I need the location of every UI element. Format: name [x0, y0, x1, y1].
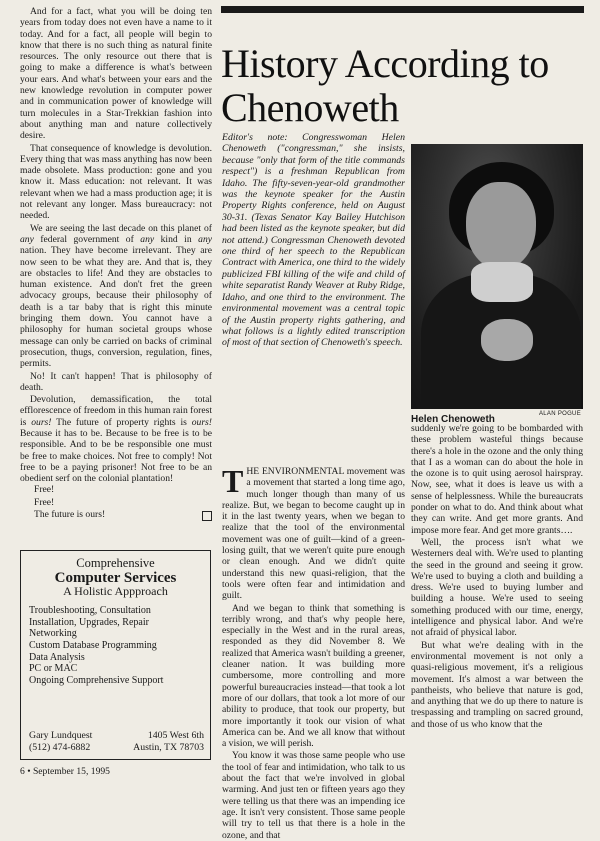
paragraph: We are seeing the last decade on this planet of any federal government of any kind in any nation. They have become irrelevant. They are now seen to be what they are. And that is, they are obstacles to life! And they are obstacles to human existence. And don't fret the green advocacy groups, because their philosophy of death is a tar baby that is right this minute bringing them down. You cannot have a philosophy for human societal groups whose message can only be carried on backs of criminal prosecution, thugs, conversion, regulation, fines, permits. — [20, 222, 212, 370]
editors-note: Editor's note: Congresswoman Helen Chenoweth ("congressman," she insists, because "only that form of the title commands respect") is a freshman Republican from Idaho. The fifty-seven-year-old grandmother was the keynote speaker for the Austin Property Rights conference, held on August 30-31. (Texas Senator Kay Bailey Hutchison had been listed as the keynote speaker, but did not attend.) Congressman Chenoweth devoted one third of her speech to the Republican Contract with America, one third to the widely publicized FBI killing of the wife and child of white separatist Randy Weaver at Ruby Ridge, Idaho, and one third to the environment. The environmental movement was a central topic of the Austin property rights gathering, and what follows is a lightly edited transcription of most of that section of Chenoweth's speech. — [222, 132, 405, 349]
page-folio: 6 • September 15, 1995 — [20, 766, 110, 777]
right-column-text — [411, 423, 583, 730]
ad-service-item: Troubleshooting, Consultation — [29, 605, 151, 617]
photo-hand-shape — [481, 319, 533, 361]
closing-line: Free! — [34, 496, 55, 508]
left-column-text — [20, 6, 212, 521]
photo-credit: ALAN POGUE — [538, 411, 581, 417]
ad-service-item: Data Analysis — [29, 651, 85, 663]
photo-face-shape — [466, 182, 536, 270]
headline-line-1: History According to — [221, 41, 549, 86]
portrait-photo — [411, 144, 583, 409]
paragraph: No! It can't happen! That is philosophy of death. — [20, 370, 212, 393]
end-mark-icon — [202, 511, 212, 521]
middle-column-text — [222, 463, 405, 841]
paragraph: suddenly we're going to be bombarded with these problem wasteful things because there's a hole in the ozone and the only thing that I as a woman can do about the hole in the ozone is to quit using aerosol hairspray. Now, see, what it does is leave us with a sense of helplessness. While the bureaucrats ponder on what to do. And think about what they can write. And get more grants. And impose more fear. And get more grants…. — [411, 423, 583, 536]
photo-collar-shape — [471, 262, 533, 302]
ad-services-list — [21, 605, 210, 686]
paragraph: And we began to think that something is terribly wrong, and that's why people here, especially in the West and in the rural areas, responded as they did November 8. We realized that America wasn't building a greener, cleaner nation. It was building more cumbersome, more controlling and more powerful bureaucracies instead—that took a lot more of our dollars, that took a lot more of our ability to produce, that took our property, but more importantly it took our vision of what America can be. And we all know that without a vision, we will perish. — [222, 602, 405, 750]
ad-company-name: Computer Services — [54, 569, 177, 586]
paragraph: Devolution, demassification, the total efflorescence of freedom in this human rain forest is ours! The future of property rights is ours! Because it has to be. Because to be free is to be responsible. And to be be responsible one must be free to make choices. Not free to comply! Not free to be a paying prisoner! Not free to be an obedient serf on the colonial plantation! — [20, 394, 212, 485]
ad-line-1: Comprehensive — [76, 556, 155, 570]
paragraph: Well, the process isn't what we Westerners deal with. We're used to planting the seed in the ground and seeing it grow. We're used to buying a cloth and building a dress. We're used to buying lumber and building a house. We're used to seeing something produced with our time, energy, intelligence and physical labor. And we're not afraid of physical labor. — [411, 536, 583, 639]
paragraph: THE ENVIRONMENTAL movement was a movement that started a long time ago, much longer though than many of us realize. But, we began to become caught up in it in the last twenty years, when we began to realize that the tool of the environmental movement was one of guilt—kind of a green-losing guilt, that we weren't quite pure enough or clean enough. And we didn't quite understand this new quasi-religion, that the tools were often fear and intimidation and guilt. — [222, 463, 405, 602]
drop-cap: T — [222, 463, 244, 499]
headline-line-2: Chenoweth — [221, 85, 399, 130]
paragraph: And for a fact, what you will be doing ten years from today does not even have a name to it today. And for a fact, all people will begin to know that there is no such thing as natural finite resources. The only resource out there that is going to make a difference is what's between your ears. And what's between your ears and the new knowledge revolution in computer power and in communication power of knowledge will turn molecules in a Star-Trekkian fashion into about anything man and nature collectively desire. — [20, 6, 212, 142]
ad-service-item: PC or MAC — [29, 663, 78, 675]
closing-line: Free! — [34, 484, 55, 496]
header-rule — [221, 6, 584, 13]
ad-contact-phone: (512) 474-6882 — [29, 741, 91, 753]
ad-service-item: Networking — [29, 628, 77, 640]
ad-service-item: Installation, Upgrades, Repair — [29, 616, 149, 628]
paragraph: You know it was those same people who use the tool of fear and intimidation, who talk to us about the fact that we're involved in global warming. And just ten or fifteen years ago they were telling us that there was an impending ice age. It isn't very consistent. Those same people will try to tell us that there is a hole in the ozone, and that — [222, 750, 405, 841]
closing-line: The future is ours! — [20, 509, 212, 520]
ad-service-item: Ongoing Comprehensive Support — [29, 674, 164, 686]
ad-contact-name: Gary Lundquest — [29, 730, 93, 742]
ad-street: 1405 West 6th — [147, 730, 204, 742]
ad-service-item: Custom Database Programming — [29, 639, 157, 651]
ad-address — [133, 730, 204, 753]
closing-lines — [20, 484, 212, 520]
ad-contact — [29, 730, 204, 753]
ad-tagline: A Holistic Appproach — [63, 583, 168, 598]
paragraph: That consequence of knowledge is devolution. Every thing that was mass anything has now been made obsolete. Mass production: gone and you know it. Mass education: not relevant. It was relevant when we had a mass production age; it is not relevant any longer. Mass bureaucracy: not needed. — [20, 142, 212, 222]
paragraph: But what we're dealing with in the environmental movement is not only a quasi-religious movement, it's a religious movement. It's almost a war between the pantheists, who believe that nature is god, and anything that we do up there to nature is trespassing and trampling on sacred ground, and those of us who know that the — [411, 639, 583, 730]
ad-city: Austin, TX 78703 — [133, 741, 204, 753]
caption-name: Helen Chenoweth — [411, 414, 495, 425]
article-headline — [221, 42, 581, 130]
computer-services-ad — [20, 550, 211, 760]
